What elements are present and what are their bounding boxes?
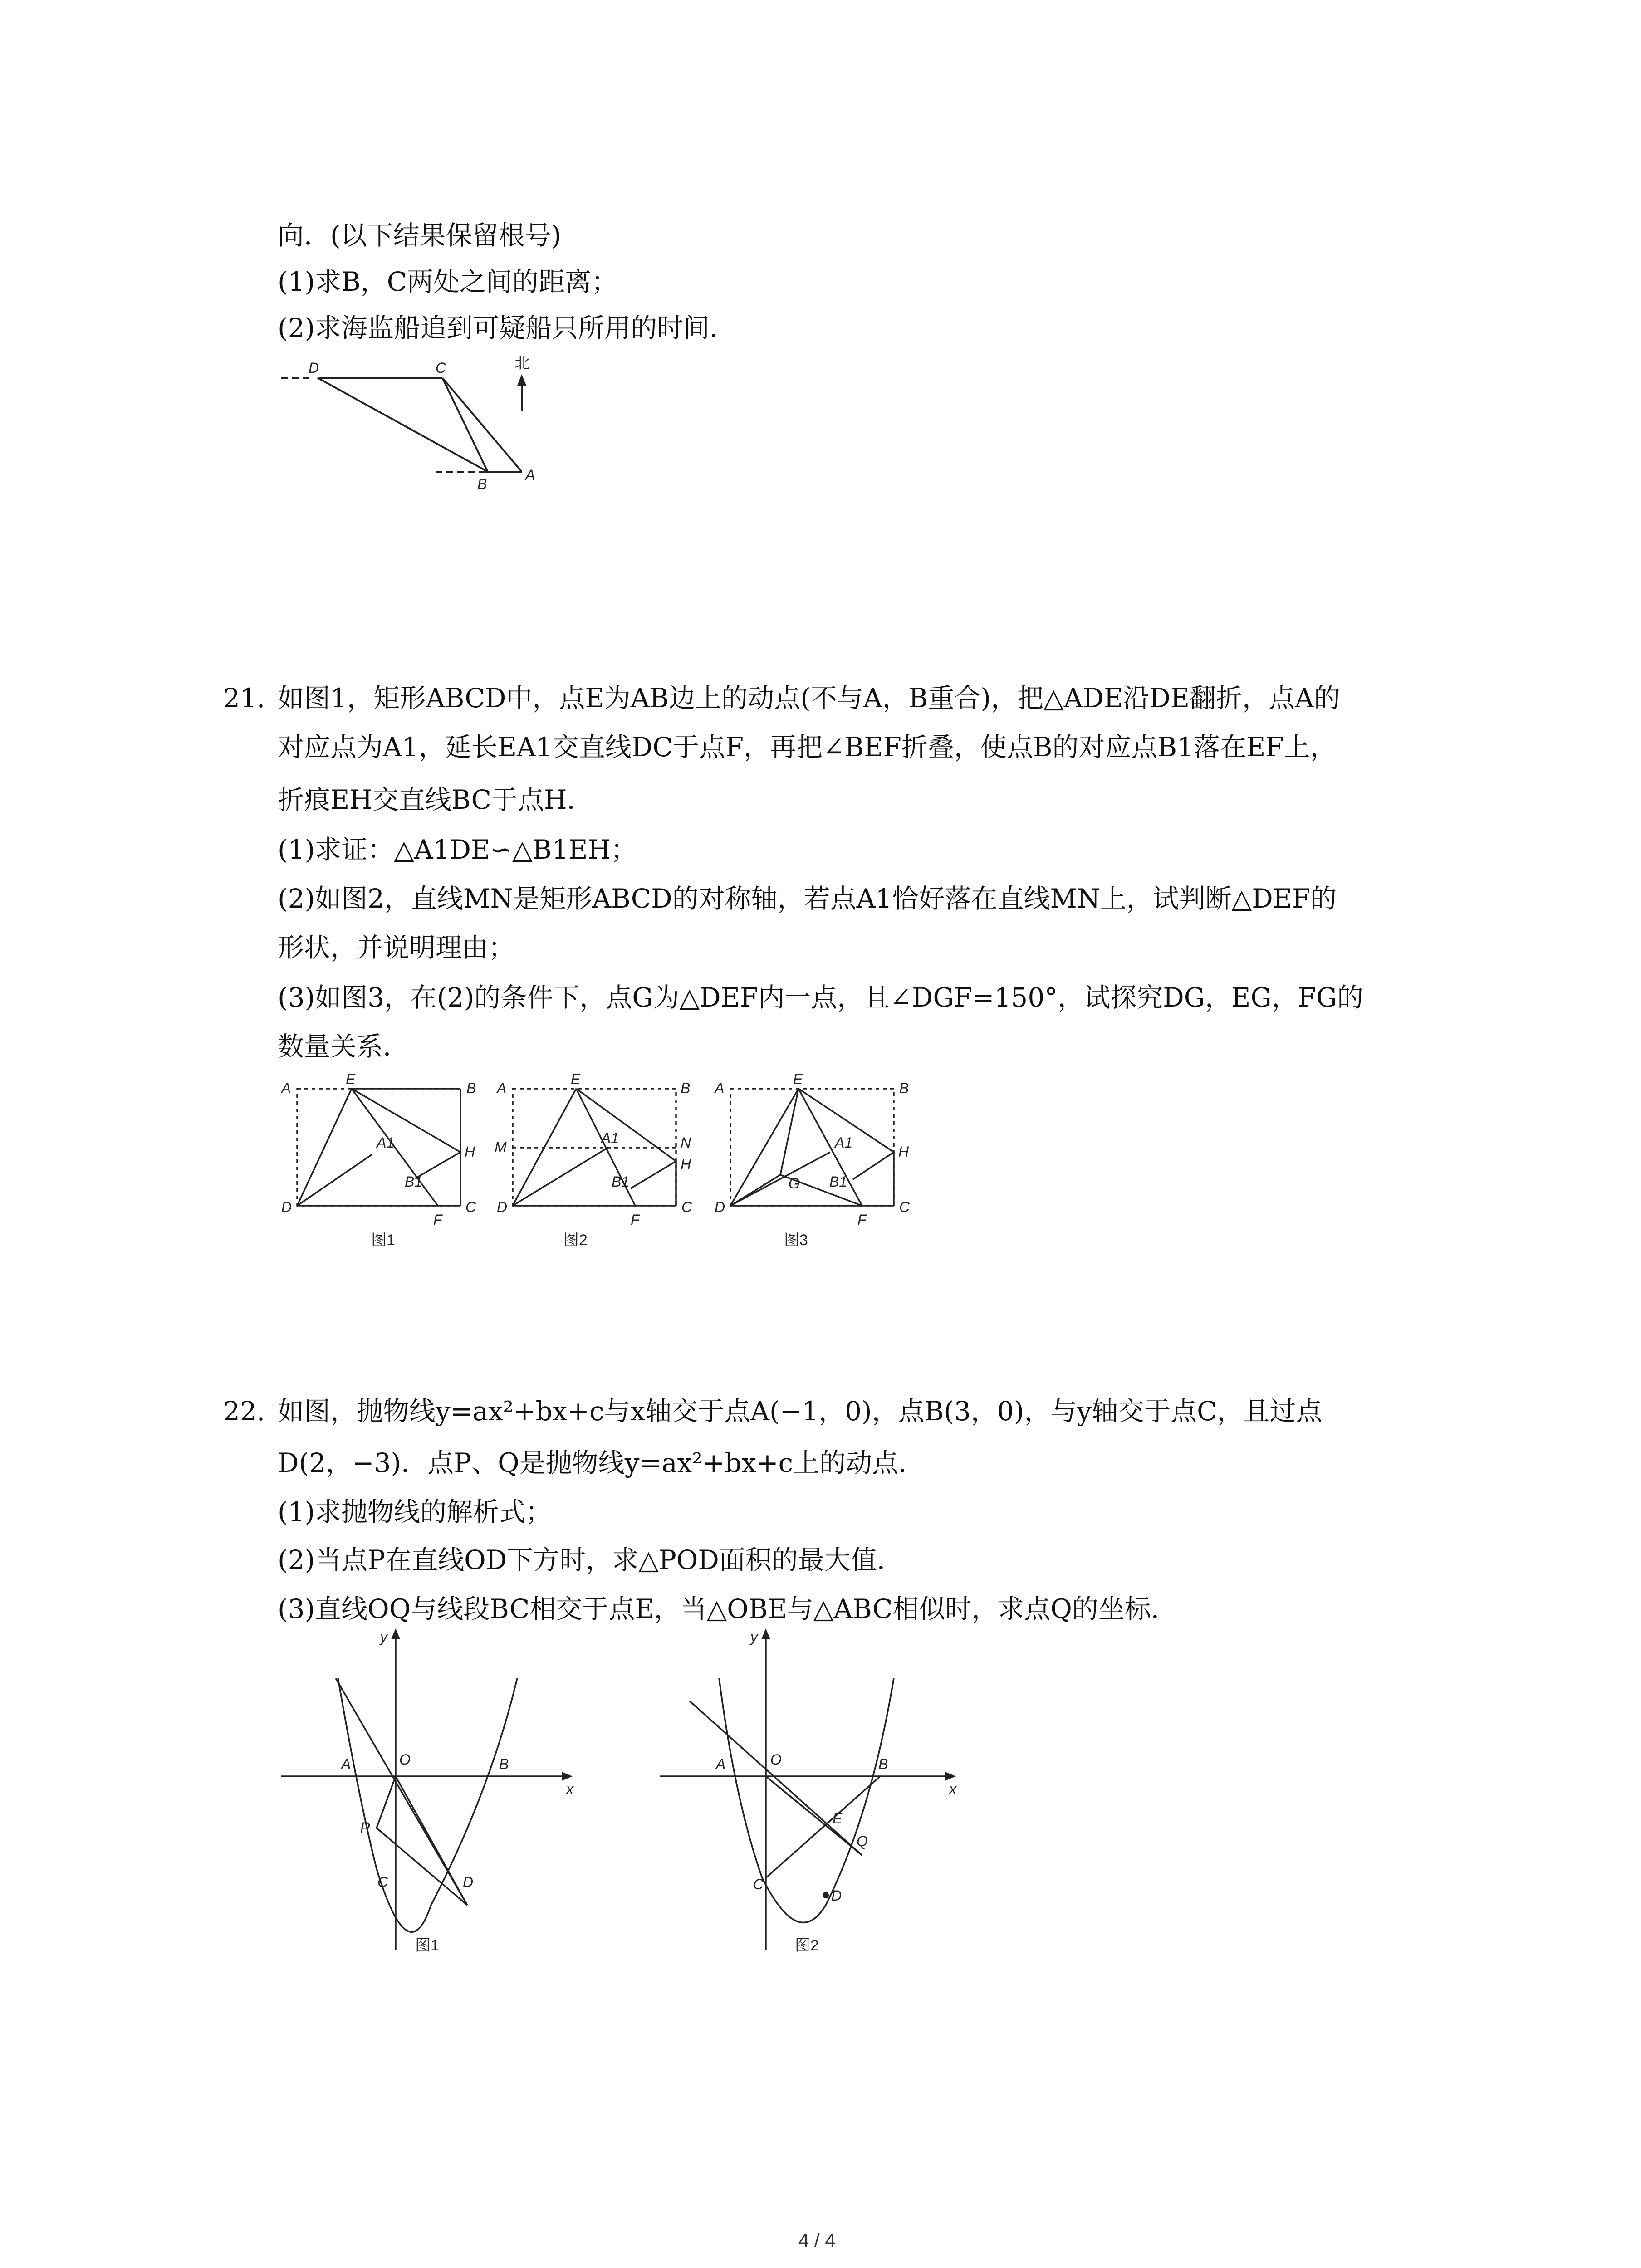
q21-line3: 折痕EH交直线BC于点H．: [278, 784, 593, 815]
q21-f2-B: B: [681, 1080, 691, 1096]
q21-number: 21.: [223, 683, 265, 714]
q21-f3-D: D: [715, 1199, 725, 1215]
q21-part1: (1)求证：△A1DE∽△B1EH；: [278, 834, 637, 865]
q21-f2-B1: B1: [612, 1173, 630, 1190]
q22-f2-C: C: [753, 1876, 764, 1892]
q22-part2: (2)当点P在直线OD下方时，求△POD面积的最大值．: [278, 1545, 903, 1575]
q22-f2-point-D: [823, 1892, 829, 1898]
q21-f3-caption: 图3: [784, 1232, 808, 1249]
q22-f2-A: A: [716, 1756, 726, 1772]
q21-f1-E: E: [346, 1071, 356, 1087]
q21-f1-F: F: [433, 1212, 442, 1228]
q21-f1-A1: A1: [377, 1134, 395, 1151]
y-axis-arrow-icon-2: [761, 1628, 770, 1639]
q21-f2-caption: 图2: [563, 1232, 588, 1249]
q20-label-A: A: [525, 467, 535, 483]
q21-f3-E: E: [793, 1071, 803, 1087]
q22-f1-P: P: [360, 1819, 370, 1836]
q20-part2: (2)求海监船追到可疑船只所用的时间．: [278, 313, 736, 343]
q22-f2-caption: 图2: [795, 1937, 819, 1954]
page-number: 4 / 4: [798, 2229, 836, 2251]
q21-f3-B: B: [899, 1080, 909, 1096]
q21-part2b: 形状，并说明理由；: [278, 932, 515, 963]
q22-fig2: [660, 1633, 950, 1950]
q21-f2-M: M: [495, 1139, 507, 1155]
q22-fig1: [281, 1633, 567, 1950]
q22-part3: (3)直线OQ与线段BC相交于点E，当△OBE与△ABC相似时，求点Q的坐标．: [278, 1593, 1177, 1624]
q21-f3-G: G: [789, 1175, 800, 1192]
q21-f1-B1: B1: [405, 1173, 423, 1190]
q22-line2: D(2，−3)．点P、Q是抛物线y=ax²+bx+c上的动点．: [278, 1447, 925, 1478]
q21-f1-H: H: [465, 1144, 475, 1160]
q22-f2-Q: Q: [857, 1833, 868, 1849]
q22-f2-D: D: [831, 1887, 842, 1904]
q22-f1-caption: 图1: [415, 1937, 439, 1954]
q22-f1-C: C: [377, 1874, 388, 1890]
q22-f2-x: x: [949, 1781, 956, 1797]
q21-f2-C: C: [681, 1199, 692, 1215]
q22-fig2-parabola: [719, 1678, 894, 1922]
q21-f2-D: D: [497, 1199, 508, 1215]
q20-label-north: 北: [514, 355, 530, 372]
q22-f1-A: A: [341, 1756, 351, 1772]
q22-f2-O: O: [770, 1751, 782, 1768]
q21-f1-C: C: [465, 1199, 476, 1215]
q20-label-D: D: [309, 360, 319, 376]
q20-label-B: B: [477, 476, 487, 492]
q22-f1-O: O: [399, 1751, 411, 1768]
y-axis-arrow-icon: [391, 1628, 400, 1639]
q20-continuation: 向．(以下结果保留根号): [278, 220, 562, 251]
q21-part3a: (3)如图3，在(2)的条件下，点G为△DEF内一点，且∠DGF=150°，试探究DG，EG，FG的: [278, 982, 1364, 1013]
q21-f2-H: H: [681, 1156, 691, 1173]
q21-f1-B: B: [466, 1080, 476, 1096]
q21-f3-H: H: [898, 1144, 909, 1160]
q22-f1-y: y: [380, 1629, 387, 1645]
q21-line1: 如图1，矩形ABCD中，点E为AB边上的动点(不与A，B重合)，把△ADE沿DE翻折，点A的: [278, 683, 1341, 714]
q21-f2-A: A: [497, 1080, 507, 1096]
q21-part3b: 数量关系．: [278, 1031, 410, 1062]
q21-f2-E: E: [571, 1071, 581, 1087]
q22-line1: 如图，抛物线y=ax²+bx+c与x轴交于点A(−1，0)，点B(3，0)，与y轴交于点C，且过点: [278, 1396, 1323, 1427]
q22-f1-x: x: [566, 1781, 573, 1797]
q21-f2-N: N: [681, 1134, 691, 1151]
q22-f2-E: E: [833, 1810, 843, 1827]
q22-fig1-parabola: [338, 1678, 517, 1932]
q20-part1: (1)求B，C两处之间的距离；: [278, 266, 618, 297]
q21-f3-B1: B1: [829, 1173, 847, 1190]
q22-part1: (1)求抛物线的解析式；: [278, 1496, 552, 1527]
q21-line2: 对应点为A1，延长EA1交直线DC于点F，再把∠BEF折叠，使点B的对应点B1落在EF上，: [278, 732, 1337, 763]
q21-f2-F: F: [631, 1212, 640, 1228]
q21-f1-A: A: [281, 1080, 291, 1096]
q22-number: 22.: [223, 1396, 265, 1427]
q21-part2a: (2)如图2，直线MN是矩形ABCD的对称轴，若点A1恰好落在直线MN上，试判断△DEF的: [278, 883, 1337, 914]
q22-f2-y: y: [750, 1629, 758, 1645]
q21-f1-caption: 图1: [371, 1232, 395, 1249]
q21-f3-A1: A1: [835, 1134, 853, 1151]
q22-f1-D: D: [463, 1874, 474, 1890]
q21-f3-A: A: [715, 1080, 725, 1096]
q20-label-C: C: [436, 360, 446, 376]
q21-f1-D: D: [281, 1199, 292, 1215]
q21-f3-F: F: [857, 1212, 867, 1228]
x-axis-arrow-icon-2: [945, 1772, 956, 1781]
q21-f3-C: C: [899, 1199, 910, 1215]
q22-f1-B: B: [499, 1756, 509, 1772]
q21-f2-A1: A1: [601, 1130, 619, 1146]
q22-f2-B: B: [878, 1756, 888, 1772]
x-axis-arrow-icon: [562, 1772, 573, 1781]
